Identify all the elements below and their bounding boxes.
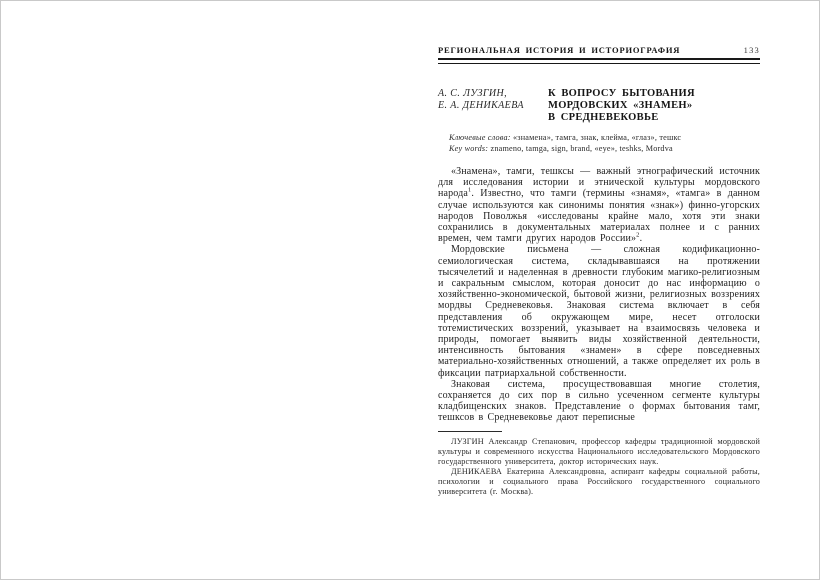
author-name: Е. А. ДЕНИКАЕВА xyxy=(438,100,524,111)
keywords-en xyxy=(449,144,760,155)
byline xyxy=(438,88,760,124)
footnote-rule xyxy=(438,431,502,432)
footnote-author-bio: ЛУЗГИН Александр Степанович, профессор кафедры традиционной мордовской культуры и современного искусства Национального исследовательского Мордовского государственного университета, доктор исторических наук. xyxy=(438,436,760,466)
footnote-ref: 2 xyxy=(636,231,640,239)
paragraph xyxy=(438,166,760,244)
page-content-column xyxy=(438,45,760,497)
paragraph-text: «Знамена», тамги, тешксы — важный этнографический источник для исследования истории и этнической культуры мордовского народа xyxy=(438,166,760,200)
keywords-ru xyxy=(449,133,760,144)
article-body xyxy=(438,166,760,424)
section-heading: РЕГИОНАЛЬНАЯ ИСТОРИЯ И ИСТОРИОГРАФИЯ xyxy=(438,45,681,55)
article-title-line: В СРЕДНЕВЕКОВЬЕ xyxy=(548,112,659,123)
footnote-ref: 1 xyxy=(467,187,472,195)
footnote-author-bio: ДЕНИКАЕВА Екатерина Александровна, аспирант кафедры социальной работы, психологии и социального права Российского государственного социального университета (г. Москва). xyxy=(438,466,760,496)
header-rule xyxy=(438,58,760,64)
article-title-line: МОРДОВСКИХ «ЗНАМЕН» xyxy=(548,100,693,111)
paragraph: Мордовские письмена — сложная кодификационно-семиологическая система, складывавшаяся на протяжении тысячелетий и наделенная в древности глубоким магико-религиозным и сакральным смыслом, которая доносит до нас информацию о хозяйственно-экономической, бытовой жизни, религиозных воззрениях мордвы Средневековья. Знаковая система включает в себя представления об окружающем мире, несет отголоски тотемистических воззрений, указывает на взаимосвязь человека и природы, помогает выявить виды хозяйственной деятельности, интенсивность бытования «знамен» в сфере повседневных материально-хозяйственных отношений, а также определяет их роль в фиксации патриархальной собственности. xyxy=(438,244,760,379)
page-number: 133 xyxy=(743,45,760,55)
footnotes-block xyxy=(438,437,760,497)
paragraph: Знаковая система, просуществовавшая многие столетия, сохраняется до сих пор в сильно усеченном сегменте культуры кладбищенских знаков. Представление о формах бытования тамг, тешксов в Средневековье дают переписные xyxy=(438,378,760,424)
keywords-block xyxy=(449,133,760,154)
article-title xyxy=(548,88,695,124)
keywords-en-text: znameno, tamga, sign, brand, «eye», teshks, Mordva xyxy=(490,143,673,153)
author-name: А. С. ЛУЗГИН, xyxy=(438,88,508,99)
running-head xyxy=(438,45,760,55)
authors-block xyxy=(438,88,548,124)
paragraph-text: . xyxy=(639,233,643,245)
article-title-line: К ВОПРОСУ БЫТОВАНИЯ xyxy=(548,88,695,99)
keywords-en-label: Key words: xyxy=(449,143,489,153)
keywords-ru-label: Ключевые слова: xyxy=(449,133,511,142)
paragraph-text: . Известно, что тамги (термины «знамя», «тамга» в данном случае используются как синонимы понятия «знак») финно-угорских народов Поволжья «исследованы крайне мало, хотя эти знаки сохранились в документальных материалах полнее и с ранних времен, чем тамги других народов России» xyxy=(438,188,760,245)
keywords-ru-text: «знамена», тамга, знак, клейма, «глаз», тешкс xyxy=(512,133,682,142)
